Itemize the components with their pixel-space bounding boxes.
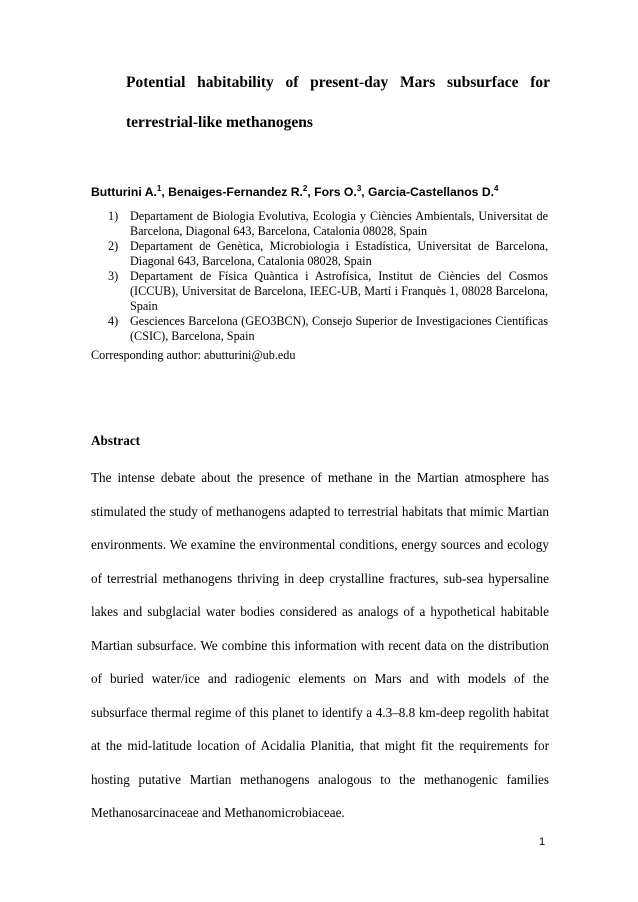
author-name: Benaiges-Fernandez R. [168, 185, 303, 199]
author-separator: , [307, 185, 315, 199]
author-name: Garcia-Castellanos D. [368, 185, 495, 199]
author-affiliation-mark: 1 [156, 183, 162, 193]
paper-title-line-1: Potential habitability of present-day Mars subsurface for [126, 74, 550, 91]
corresponding-author: Corresponding author: abutturini@ub.edu [91, 348, 296, 362]
paper-title-line-2: terrestrial-like methanogens [126, 114, 313, 131]
affiliation-number: 1) [108, 209, 119, 223]
affiliation-text: Departament de Biologia Evolutiva, Ecologia y Ciències Ambientals, Universitat de Barcelona, Diagonal 643, Barcelona, Catalonia 08028, Spain [130, 209, 548, 238]
author-affiliation-mark: 2 [302, 183, 308, 193]
affiliation-list [108, 209, 548, 344]
author-affiliation-mark: 4 [494, 183, 499, 193]
author-separator: , [361, 185, 369, 199]
affiliation-text: Departament de Genètica, Microbiologia i Estadística, Universitat de Barcelona, Diagonal 643, Barcelona, Catalonia 08028, Spain [130, 239, 548, 268]
affiliation-item [108, 209, 548, 239]
author-list [91, 185, 499, 199]
author-name: Butturini A. [91, 185, 157, 199]
affiliation-item [108, 239, 548, 269]
affiliation-text: Gesciences Barcelona (GEO3BCN), Consejo Superior de Investigaciones Científicas (CSIC), Barcelona, Spain [130, 314, 548, 343]
affiliation-item [108, 314, 548, 344]
affiliation-item [108, 269, 548, 314]
affiliation-number: 4) [108, 314, 119, 328]
affiliation-number: 3) [108, 269, 119, 283]
affiliation-text: Departament de Física Quàntica i Astrofísica, Institut de Ciències del Cosmos (ICCUB), Universitat de Barcelona, IEEC-UB, Martí i Franquès 1, 08028 Barcelona, Spain [130, 269, 548, 313]
affiliation-number: 2) [108, 239, 119, 253]
page-number: 1 [539, 836, 546, 848]
abstract-heading: Abstract [91, 433, 141, 448]
author-name: Fors O. [314, 185, 357, 199]
author-affiliation-mark: 3 [356, 183, 362, 193]
abstract-body: The intense debate about the presence of methane in the Martian atmosphere has stimulated the study of methanogens adapted to terrestrial habitats that mimic Martian environments. We examine the environmental conditions, energy sources and ecology of terrestrial methanogens thriving in deep crystalline fractures, sub-sea hypersaline lakes and subglacial water bodies considered as analogs of a hypothetical habitable Martian subsurface. We combine this information with recent data on the distribution of buried water/ice and radiogenic elements on Mars and with models of the subsurface thermal regime of this planet to identify a 4.3–8.8 km-deep regolith habitat at the mid-latitude location of Acidalia Planitia, that might fit the requirements for hosting putative Martian methanogens analogous to the methanogenic families Methanosarcinaceae and Methanomicrobiaceae. [91, 470, 549, 820]
author-separator: , [161, 185, 169, 199]
